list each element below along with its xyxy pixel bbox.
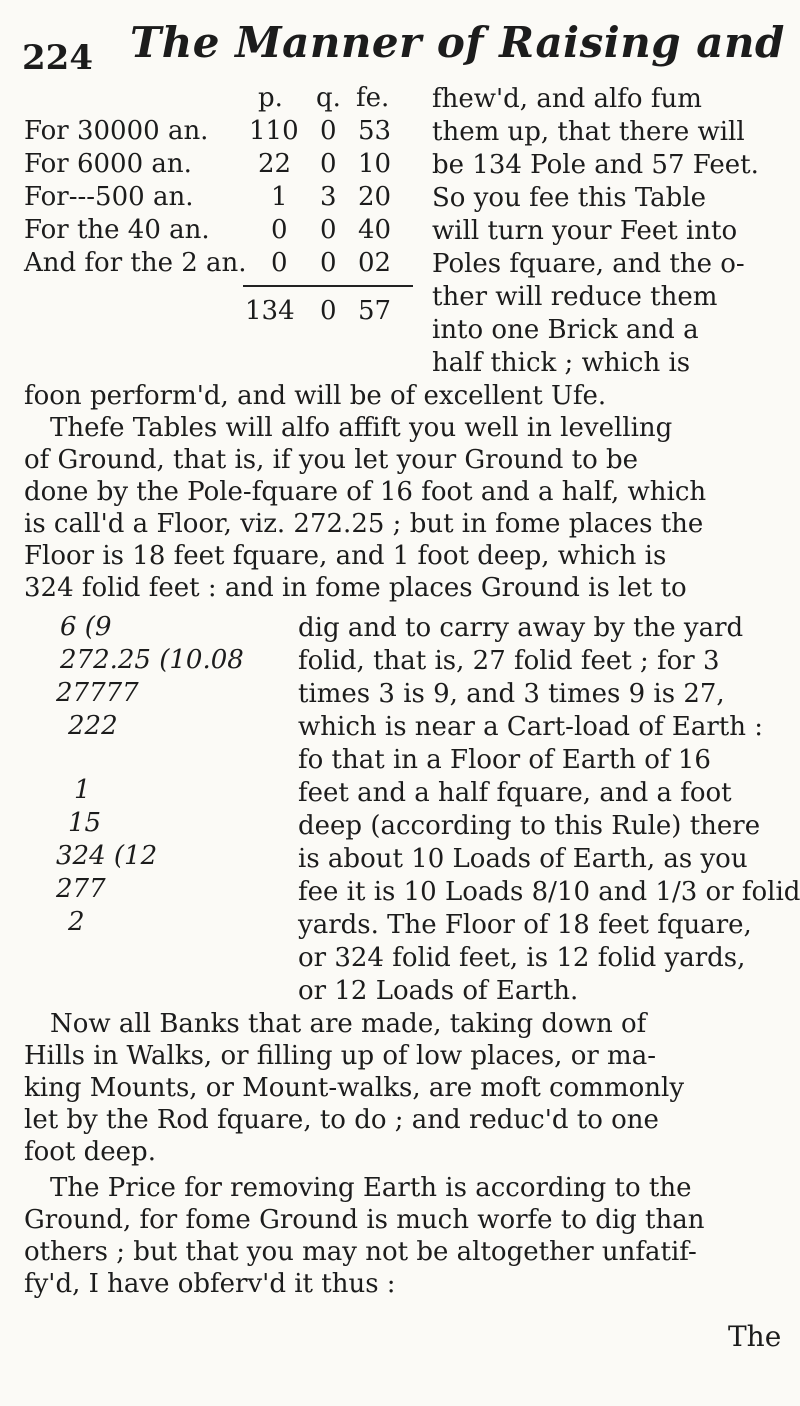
table-cell: 02	[358, 248, 392, 278]
text-line: times 3 is 9, and 3 times 9 is 27,	[298, 679, 725, 709]
table-cell: 110	[249, 116, 299, 146]
text-line: Thefe Tables will alfo affift you well in levelling	[50, 413, 673, 443]
text-line: The Price for removing Earth is according to the	[50, 1173, 692, 1203]
text-line: them up, that there will	[432, 117, 745, 147]
text-line: which is near a Cart-load of Earth :	[298, 712, 764, 742]
table-cell: 0	[320, 149, 337, 179]
text-line: foon perform'd, and will be of excellent Ufe.	[24, 381, 607, 411]
text-line: others ; but that you may not be altogether unfatif-	[24, 1237, 697, 1267]
text-line: of Ground, that is, if you let your Ground to be	[24, 445, 639, 475]
text-line: Floor is 18 feet fquare, and 1 foot deep, which is	[24, 541, 667, 571]
text-line: Ground, for fome Ground is much worfe to dig than	[24, 1205, 705, 1235]
table-col-header: q.	[316, 83, 341, 113]
table-row-label: And for the 2 an.	[24, 248, 247, 278]
table-cell: 53	[358, 116, 392, 146]
text-line: into one Brick and a	[432, 315, 699, 345]
table-cell: 1	[271, 182, 288, 212]
table-cell: 40	[358, 215, 392, 245]
table-cell: 3	[320, 182, 337, 212]
calc-line: 27777	[56, 678, 139, 708]
text-line: fee it is 10 Loads 8/10 and 1/3 or folid	[298, 877, 800, 907]
text-line: ther will reduce them	[432, 282, 718, 312]
calc-line: 272.25 (10.08	[60, 645, 244, 675]
text-line: Hills in Walks, or filling up of low places, or ma-	[24, 1041, 656, 1071]
text-line: king Mounts, or Mount-walks, are moft commonly	[24, 1073, 685, 1103]
text-line: done by the Pole-fquare of 16 foot and a half, which	[24, 477, 707, 507]
text-line: So you fee this Table	[432, 183, 707, 213]
table-cell: 20	[358, 182, 392, 212]
text-line: feet and a half fquare, and a foot	[298, 778, 732, 808]
text-line: 324 folid feet : and in fome places Ground is let to	[24, 573, 687, 603]
text-line: half thick ; which is	[432, 348, 691, 378]
text-line: deep (according to this Rule) there	[298, 811, 761, 841]
text-line: is call'd a Floor, viz. 272.25 ; but in fome places the	[24, 509, 704, 539]
text-line: will turn your Feet into	[432, 216, 738, 246]
table-cell: 22	[258, 149, 292, 179]
calc-line: 15	[68, 808, 102, 838]
text-line: fo that in a Floor of Earth of 16	[298, 745, 711, 775]
text-line: foot deep.	[24, 1137, 156, 1167]
calc-line: 222	[68, 711, 118, 741]
table-cell: 0	[320, 116, 337, 146]
catchword: The	[728, 1320, 782, 1353]
text-line: fhew'd, and alfo fum	[432, 84, 702, 114]
calc-line: 277	[56, 874, 106, 904]
table-total: 57	[358, 296, 392, 326]
text-line: Poles fquare, and the o-	[432, 249, 745, 279]
paragraph-levelling	[24, 380, 784, 604]
table-row-label: For 30000 an.	[24, 116, 209, 146]
table-cell: 10	[358, 149, 392, 179]
table-row-label: For---500 an.	[24, 182, 194, 212]
calc-line: 324 (12	[56, 841, 158, 871]
table-total: 0	[320, 296, 337, 326]
calc-line: 2	[68, 907, 85, 937]
page-number: 224	[22, 38, 93, 78]
running-title: The Manner of Raising and	[130, 18, 785, 67]
table-row-label: For the 40 an.	[24, 215, 210, 245]
table-cell: 0	[271, 248, 288, 278]
text-line: yards. The Floor of 18 feet fquare,	[298, 910, 752, 940]
text-line: is about 10 Loads of Earth, as you	[298, 844, 748, 874]
text-line: be 134 Pole and 57 Feet.	[432, 150, 759, 180]
text-line: Now all Banks that are made, taking down of	[50, 1009, 647, 1039]
text-line: dig and to carry away by the yard	[298, 613, 744, 643]
table-cell: 0	[320, 248, 337, 278]
table-cell: 0	[271, 215, 288, 245]
text-line: or 12 Loads of Earth.	[298, 976, 579, 1006]
text-line: or 324 folid feet, is 12 folid yards,	[298, 943, 746, 973]
paragraph-banks	[24, 1008, 784, 1168]
text-line: let by the Rod fquare, to do ; and reduc'd to one	[24, 1105, 659, 1135]
table-col-header: p.	[258, 83, 283, 113]
sum-rule	[243, 285, 413, 287]
calc-line: 1	[74, 775, 91, 805]
table-col-header: fe.	[356, 83, 390, 113]
calc-line: 6 (9	[60, 612, 112, 642]
text-line: fy'd, I have obferv'd it thus :	[24, 1269, 396, 1299]
text-line: folid, that is, 27 folid feet ; for 3	[298, 646, 720, 676]
paragraph-price	[24, 1172, 784, 1300]
table-total: 134	[245, 296, 295, 326]
table-cell: 0	[320, 215, 337, 245]
table-row-label: For 6000 an.	[24, 149, 192, 179]
